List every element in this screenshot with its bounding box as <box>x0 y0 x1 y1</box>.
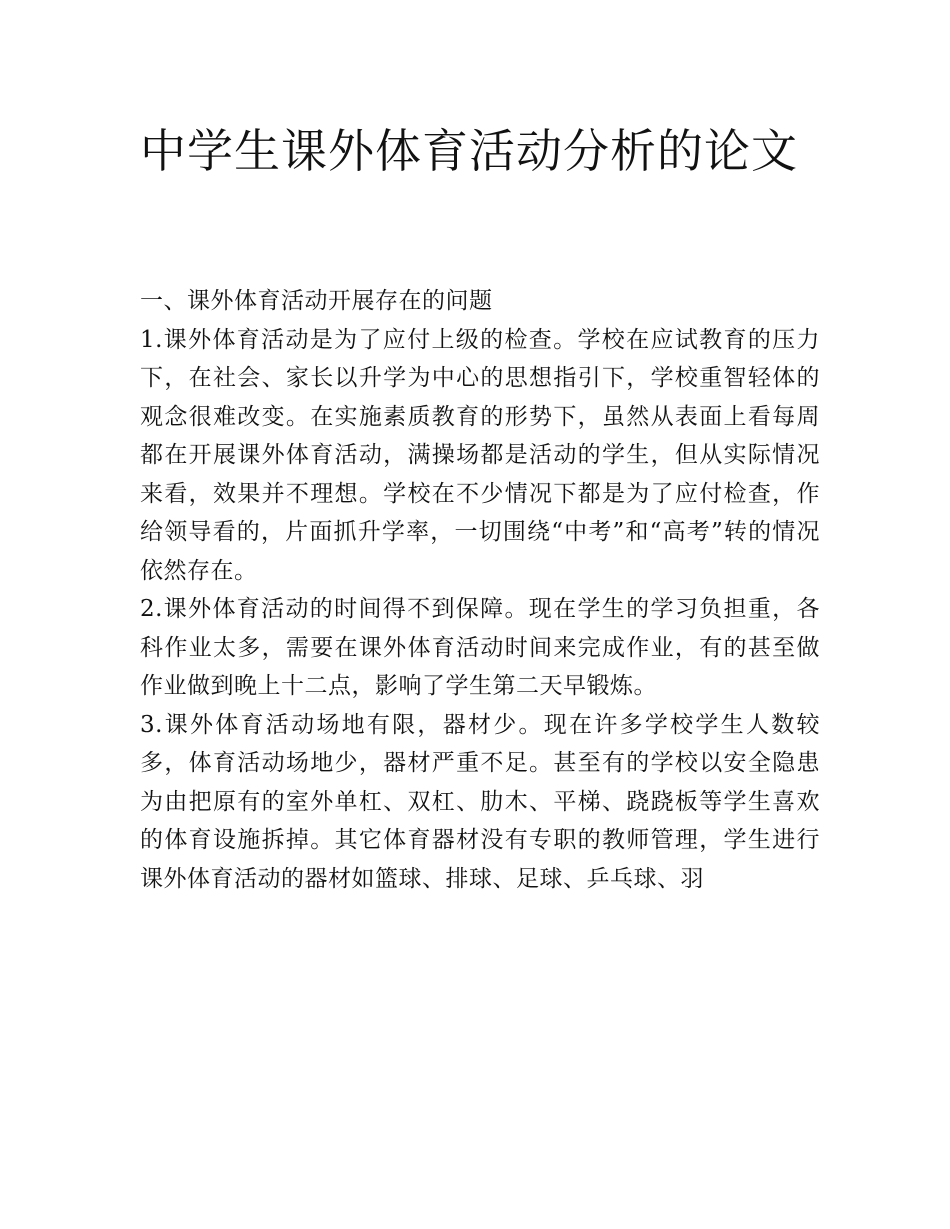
paragraph-3: 3.课外体育活动场地有限，器材少。现在许多学校学生人数较多，体育活动场地少，器材严重不足。甚至有的学校以安全隐患为由把原有的室外单杠、双杠、肋木、平梯、跷跷板等学生喜欢的体育设施拆掉。其它体育器材没有专职的教师管理，学生进行课外体育活动的器材如篮球、排球、足球、乒乓球、羽 <box>140 711 820 892</box>
document-body <box>140 282 820 898</box>
section-heading: 一、课外体育活动开展存在的问题 <box>140 288 493 314</box>
paragraph-2: 2.课外体育活动的时间得不到保障。现在学生的学习负担重，各科作业太多，需要在课外体育活动时间来完成作业，有的甚至做作业做到晚上十二点，影响了学生第二天早锻炼。 <box>140 596 820 699</box>
document-title: 中学生课外体育活动分析的论文 <box>140 124 798 178</box>
paragraph-1: 1.课外体育活动是为了应付上级的检查。学校在应试教育的压力下，在社会、家长以升学为中心的思想指引下，学校重智轻体的观念很难改变。在实施素质教育的形势下，虽然从表面上看每周都在开展课外体育活动，满操场都是活动的学生，但从实际情况来看，效果并不理想。学校在不少情况下都是为了应付检查，作给领导看的，片面抓升学率，一切围绕“中考”和“高考”转的情况依然存在。 <box>140 326 820 584</box>
